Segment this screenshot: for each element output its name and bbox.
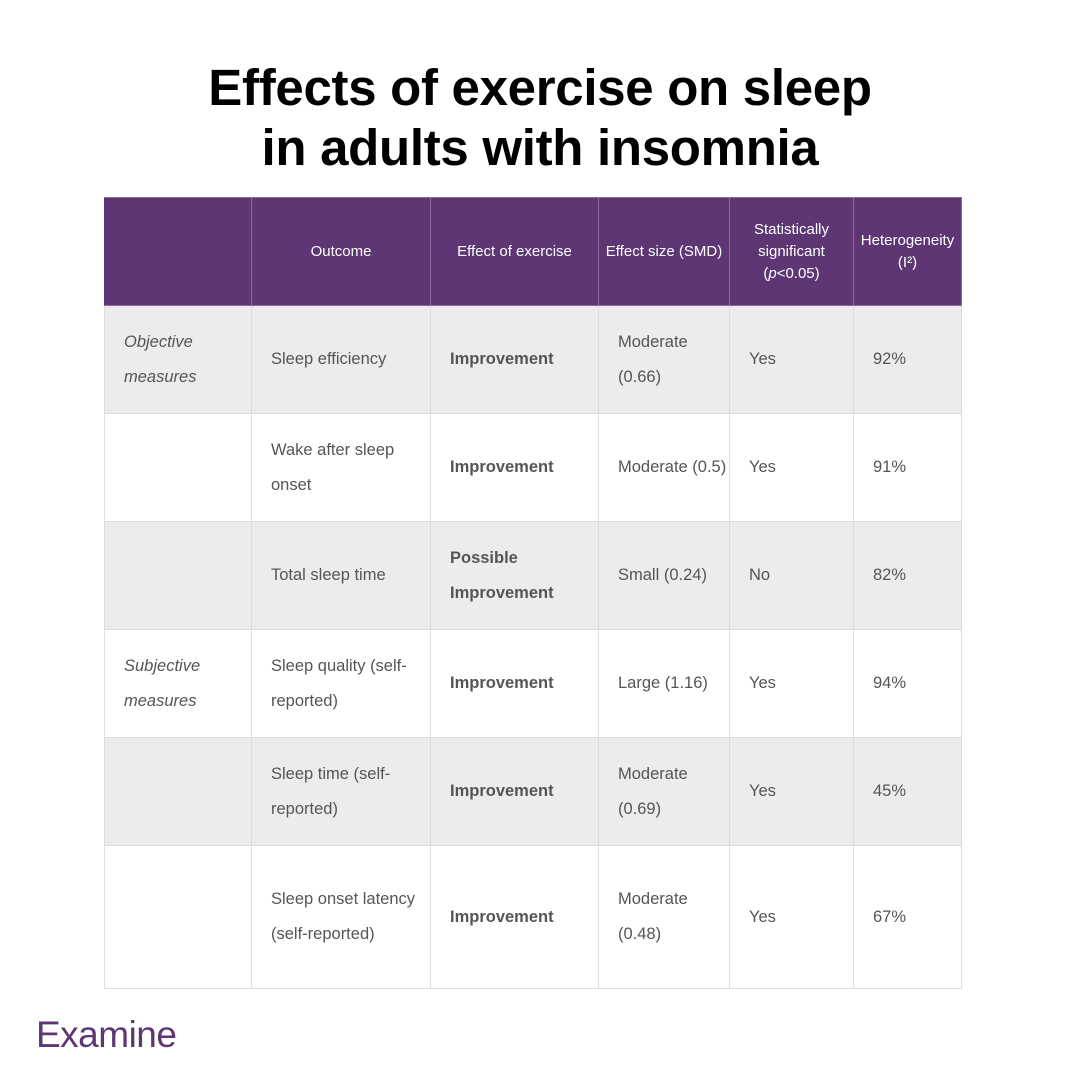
row-group [105, 414, 252, 522]
row-effect-size: Moderate (0.69) [599, 738, 730, 846]
header-heterogeneity-line1: Heterogeneity [860, 231, 955, 249]
header-heterogeneity-line2: (I²) [897, 253, 918, 271]
row-heterogeneity: 94% [854, 630, 962, 738]
row-group [105, 846, 252, 989]
row-heterogeneity: 92% [854, 306, 962, 414]
row-significant: Yes [730, 630, 854, 738]
header-heterogeneity [854, 198, 962, 306]
row-outcome: Sleep time (self-reported) [252, 738, 431, 846]
header-significant-line1: Statistically [753, 220, 830, 238]
row-group [105, 738, 252, 846]
outcomes-table [104, 197, 962, 989]
row-heterogeneity: 67% [854, 846, 962, 989]
header-outcome: Outcome [252, 198, 431, 306]
row-outcome: Wake after sleep onset [252, 414, 431, 522]
row-outcome: Sleep quality (self-reported) [252, 630, 431, 738]
row-outcome: Total sleep time [252, 522, 431, 630]
row-effect-size: Small (0.24) [599, 522, 730, 630]
page-title [0, 58, 1080, 178]
table-row [105, 846, 962, 989]
row-group: Subjective measures [105, 630, 252, 738]
row-effect: Improvement [431, 306, 599, 414]
header-group [105, 198, 252, 306]
header-effect-size: Effect size (SMD) [599, 198, 730, 306]
header-significant-open: ( [763, 264, 769, 282]
title-line-1: Effects of exercise on sleep [208, 59, 872, 116]
row-effect-size: Moderate (0.66) [599, 306, 730, 414]
header-significant [730, 198, 854, 306]
row-outcome: Sleep onset latency (self-reported) [252, 846, 431, 989]
table-row [105, 522, 962, 630]
row-significant: Yes [730, 846, 854, 989]
examine-logo: Examine [36, 1014, 177, 1055]
table-row [105, 630, 962, 738]
header-significant-rest: <0.05) [776, 264, 820, 282]
row-effect: Possible Improvement [431, 522, 599, 630]
row-group [105, 522, 252, 630]
table-row [105, 306, 962, 414]
row-effect-size: Moderate (0.5) [599, 414, 730, 522]
row-significant: Yes [730, 414, 854, 522]
row-significant: No [730, 522, 854, 630]
row-significant: Yes [730, 738, 854, 846]
row-heterogeneity: 91% [854, 414, 962, 522]
table-row [105, 414, 962, 522]
table-row [105, 738, 962, 846]
row-outcome: Sleep efficiency [252, 306, 431, 414]
row-effect: Improvement [431, 846, 599, 989]
header-effect: Effect of exercise [431, 198, 599, 306]
row-significant: Yes [730, 306, 854, 414]
row-effect: Improvement [431, 414, 599, 522]
row-effect: Improvement [431, 738, 599, 846]
header-significant-line2: significant [758, 242, 825, 260]
row-heterogeneity: 45% [854, 738, 962, 846]
row-effect: Improvement [431, 630, 599, 738]
header-significant-p: p [768, 264, 777, 282]
row-effect-size: Large (1.16) [599, 630, 730, 738]
row-heterogeneity: 82% [854, 522, 962, 630]
row-group: Objective measures [105, 306, 252, 414]
row-effect-size: Moderate (0.48) [599, 846, 730, 989]
title-line-2: in adults with insomnia [261, 119, 819, 176]
table-header-row [105, 198, 962, 306]
